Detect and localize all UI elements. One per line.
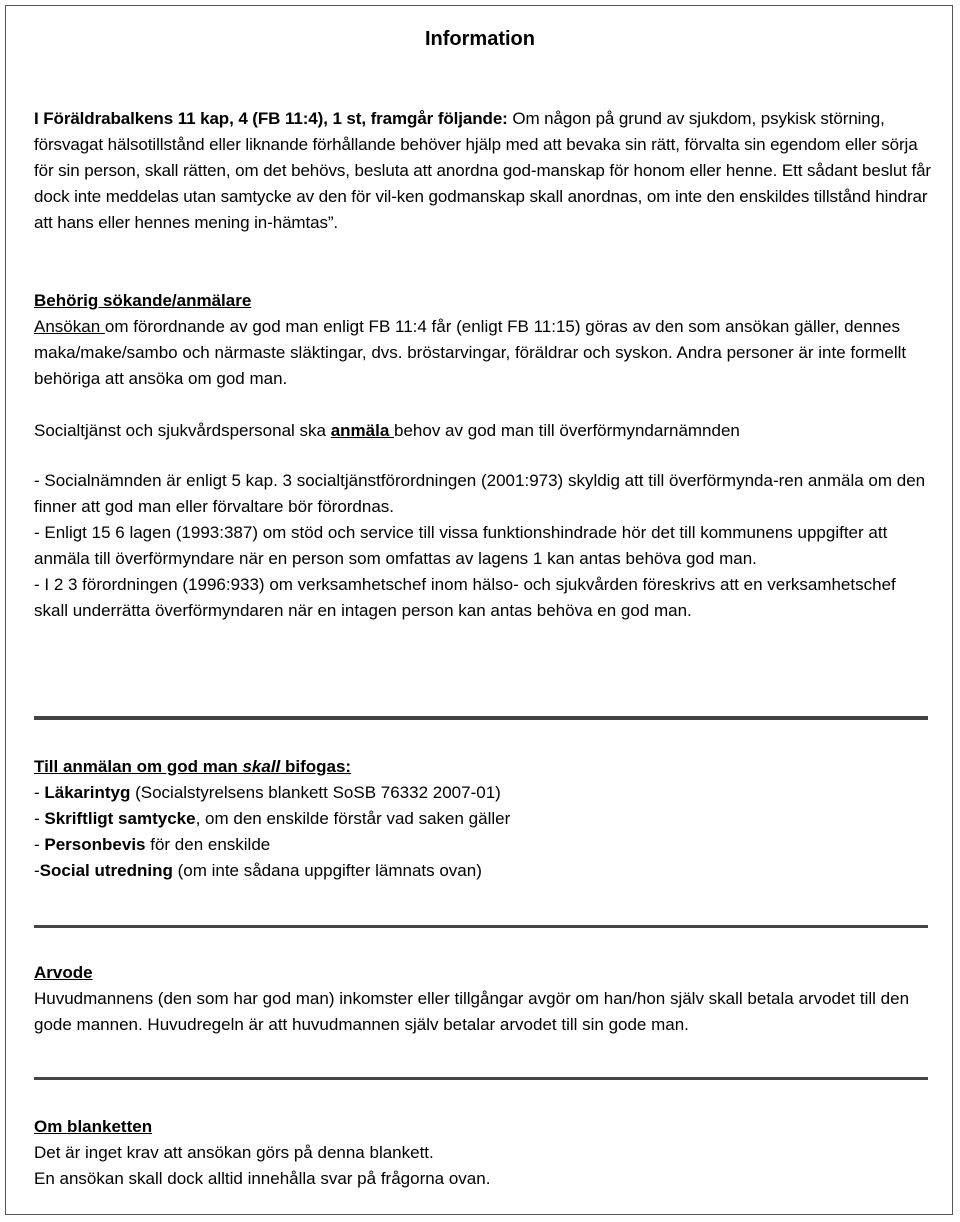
- arvode-text: Huvudmannens (den som har god man) inkomster eller tillgångar avgör om han/hon själv skall betala arvodet till den gode mannen. Huvudregeln är att huvudmannen själv betalar arvodet till sin gode man.: [34, 989, 910, 1034]
- bifogas-section: [34, 754, 934, 884]
- blanketten-heading: Om blanketten: [34, 1117, 153, 1136]
- blanketten-line: Det är inget krav att ansökan görs på denna blankett.: [34, 1143, 434, 1162]
- attachment-item: - Personbevis för den enskilde: [34, 835, 271, 854]
- blanketten-section: [34, 1114, 934, 1192]
- arvode-section: [34, 960, 934, 1038]
- list-item: - I 2 3 förordningen (1996:933) om verksamhetschef inom hälso- och sjukvården föreskrivs att en verksamhetschef skall underrätta överförmyndaren när en intagen person kan antas behöva en god man.: [34, 575, 896, 620]
- list-item: - Socialnämnden är enligt 5 kap. 3 socialtjänstförordningen (2001:973) skyldig att till överförmynda-ren anmäla om den finner att god man eller förvaltare bör förordnas.: [34, 471, 926, 516]
- anmala-list: [34, 468, 934, 624]
- page-title: Information: [425, 28, 535, 50]
- list-item: - Enligt 15 6 lagen (1993:387) om stöd och service till vissa funktionshindrade hör det till kommunens uppgifter att anmäla till överförmyndare när en person som omfattas av lagens 1 kan antas behöva god man.: [34, 523, 888, 568]
- blanketten-line: En ansökan skall dock alltid innehålla svar på frågorna ovan.: [34, 1169, 491, 1188]
- anmala-paragraph: [34, 418, 934, 444]
- divider: [34, 925, 928, 928]
- attachment-item: -Social utredning (om inte sådana uppgifter lämnats ovan): [34, 861, 482, 880]
- divider: [34, 1077, 928, 1080]
- intro-lead: I Föräldrabalkens 11 kap, 4 (FB 11:4), 1 st, framgår följande:: [34, 109, 508, 128]
- behorig-section: [34, 288, 934, 392]
- anmala-pre: Socialtjänst och sjukvårdspersonal ska: [34, 421, 331, 440]
- behorig-heading: Behörig sökande/anmälare: [34, 291, 252, 310]
- divider: [34, 716, 928, 720]
- behorig-text: om förordnande av god man enligt FB 11:4 får (enligt FB 11:15) göras av den som ansökan gäller, dennes maka/make/sambo och närmaste släktingar, dvs. bröstarvingar, föräldrar och syskon. Andra personer är inte formellt behöriga att ansöka om god man.: [34, 317, 907, 388]
- anmala-word: anmäla: [330, 421, 395, 440]
- intro-quote-b: Ett sådant beslut får dock inte meddelas utan samtycke av den för vil-ken godmanskap skall anordnas, om inte den enskildes tillstånd hindrar att hans eller hennes mening in-hämtas”.: [34, 161, 931, 232]
- intro-paragraph: [34, 106, 934, 236]
- anmala-post: behov av god man till överförmyndarnämnden: [394, 421, 740, 440]
- arvode-heading: Arvode: [34, 963, 93, 982]
- behorig-ansokan-word: Ansökan: [34, 317, 105, 336]
- attachment-item: - Skriftligt samtycke, om den enskilde förstår vad saken gäller: [34, 809, 511, 828]
- intro-quote-a: Om någon på grund av sjukdom, psykisk störning, försvagat hälsotillstånd eller liknande förhållande behöver hjälp med att bevaka sin rätt, förvalta sin egendom eller sörja för sin person, skall rätten, om det behövs, besluta att anordna god-manskap för honom eller henne.: [34, 109, 918, 180]
- attachment-item: - Läkarintyg (Socialstyrelsens blankett SoSB 76332 2007-01): [34, 783, 501, 802]
- bifogas-heading: Till anmälan om god man skall bifogas:: [34, 757, 352, 776]
